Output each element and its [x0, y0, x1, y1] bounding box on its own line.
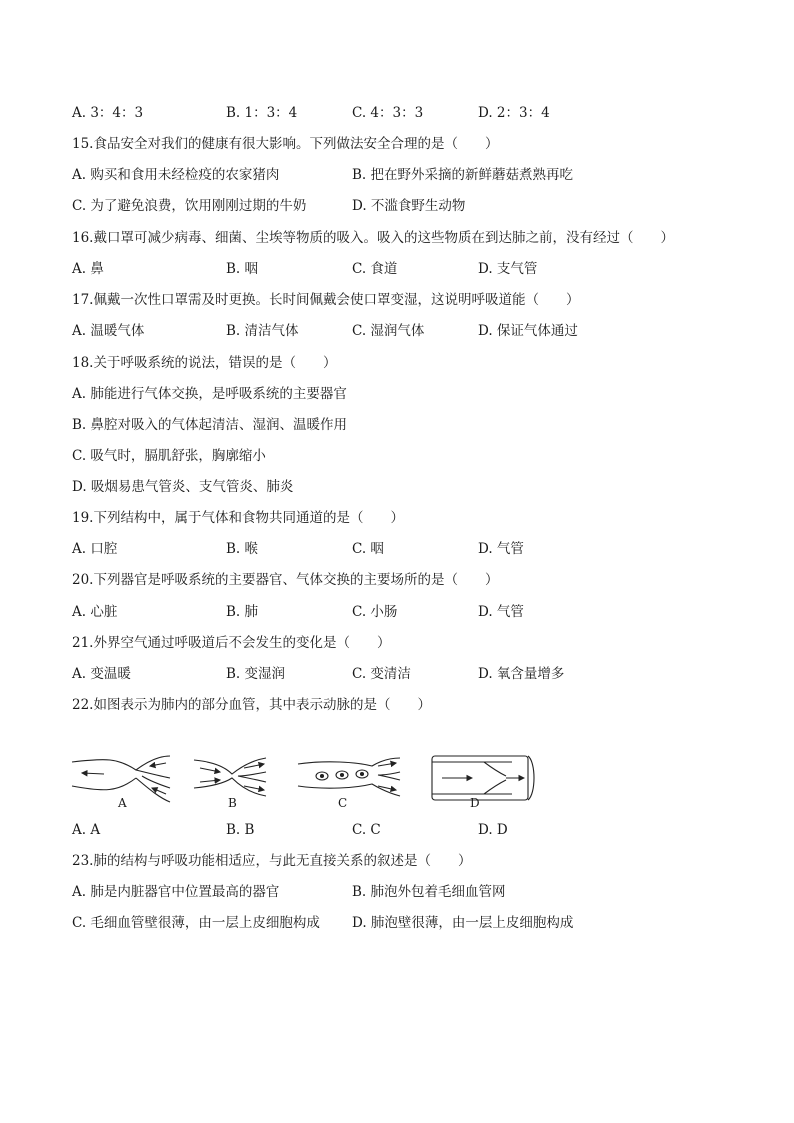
q19-option-d: D. 气管 — [478, 541, 524, 557]
q20-option-a: A. 心脏 — [72, 604, 118, 620]
q18-option-d: D. 吸烟易患气管炎、支气管炎、肺炎 — [72, 479, 294, 495]
q16-option-b: B. 咽 — [226, 261, 259, 277]
q15-option-b: B. 把在野外采摘的新鲜蘑菇煮熟再吃 — [352, 167, 574, 183]
q22-stem: 22.如图表示为肺内的部分血管，其中表示动脉的是（ ） — [72, 697, 431, 713]
vessel-b — [194, 758, 266, 796]
vessel-d — [432, 756, 534, 800]
q17-option-d: D. 保证气体通过 — [478, 323, 578, 339]
q23-option-c: C. 毛细血管壁很薄，由一层上皮细胞构成 — [72, 915, 320, 931]
q18-option-a: A. 肺能进行气体交换，是呼吸系统的主要器官 — [72, 386, 347, 402]
q20-stem: 20.下列器官是呼吸系统的主要器官、气体交换的主要场所的是（ ） — [72, 572, 499, 588]
q20-option-b: B. 肺 — [226, 604, 259, 620]
q14-option-a: A. 3：4：3 — [72, 105, 144, 121]
q15-stem: 15.食品安全对我们的健康有很大影响。下列做法安全合理的是（ ） — [72, 136, 499, 152]
q19-option-a: A. 口腔 — [72, 541, 118, 557]
q21-option-d: D. 氧含量增多 — [478, 666, 565, 682]
q15-option-c: C. 为了避免浪费，饮用刚刚过期的牛奶 — [72, 198, 307, 214]
q20-option-c: C. 小肠 — [352, 604, 398, 620]
vessel-c — [298, 758, 400, 796]
q16-option-d: D. 支气管 — [478, 261, 538, 277]
q14-option-b: B. 1：3：4 — [226, 105, 298, 121]
figure-label-a: A — [118, 796, 127, 810]
q23-option-d: D. 肺泡壁很薄，由一层上皮细胞构成 — [352, 915, 574, 931]
q18-option-c: C. 吸气时，膈肌舒张，胸廓缩小 — [72, 448, 266, 464]
q18-stem: 18.关于呼吸系统的说法，错误的是（ ） — [72, 355, 337, 371]
q19-option-b: B. 喉 — [226, 541, 259, 557]
q22-option-d: D. D — [478, 822, 508, 838]
q16-stem: 16.戴口罩可减少病毒、细菌、尘埃等物质的吸入。吸入的这些物质在到达肺之前，没有经过（ ） — [72, 230, 674, 246]
q21-option-c: C. 变清洁 — [352, 666, 411, 682]
q17-option-b: B. 清洁气体 — [226, 323, 299, 339]
q23-option-a: A. 肺是内脏器官中位置最高的器官 — [72, 884, 280, 900]
q23-stem: 23.肺的结构与呼吸功能相适应，与此无直接关系的叙述是（ ） — [72, 853, 472, 869]
q17-option-c: C. 湿润气体 — [352, 323, 425, 339]
q17-option-a: A. 温暖气体 — [72, 323, 145, 339]
figure-label-d: D — [470, 796, 480, 810]
q19-stem: 19.下列结构中，属于气体和食物共同通道的是（ ） — [72, 510, 404, 526]
q15-option-d: D. 不滥食野生动物 — [352, 198, 466, 214]
q22-option-a: A. A — [72, 822, 101, 838]
blood-vessel-figure — [66, 748, 546, 818]
q19-option-c: C. 咽 — [352, 541, 384, 557]
q22-option-c: C. C — [352, 822, 381, 838]
q15-option-a: A. 购买和食用未经检疫的农家猪肉 — [72, 167, 280, 183]
q21-stem: 21.外界空气通过呼吸道后不会发生的变化是（ ） — [72, 635, 391, 651]
q17-stem: 17.佩戴一次性口罩需及时更换。长时间佩戴会使口罩变湿，这说明呼吸道能（ ） — [72, 292, 580, 308]
q16-option-a: A. 鼻 — [72, 261, 104, 277]
q21-option-a: A. 变温暖 — [72, 666, 131, 682]
q20-option-d: D. 气管 — [478, 604, 524, 620]
q16-option-c: C. 食道 — [352, 261, 398, 277]
q23-option-b: B. 肺泡外包着毛细血管网 — [352, 884, 506, 900]
q18-option-b: B. 鼻腔对吸入的气体起清洁、湿润、温暖作用 — [72, 417, 348, 433]
figure-label-b: B — [228, 796, 237, 810]
q21-option-b: B. 变湿润 — [226, 666, 286, 682]
figure-label-c: C — [338, 796, 348, 810]
q14-option-c: C. 4：3：3 — [352, 105, 424, 121]
q22-option-b: B. B — [226, 822, 255, 838]
q14-option-d: D. 2：3：4 — [478, 105, 550, 121]
